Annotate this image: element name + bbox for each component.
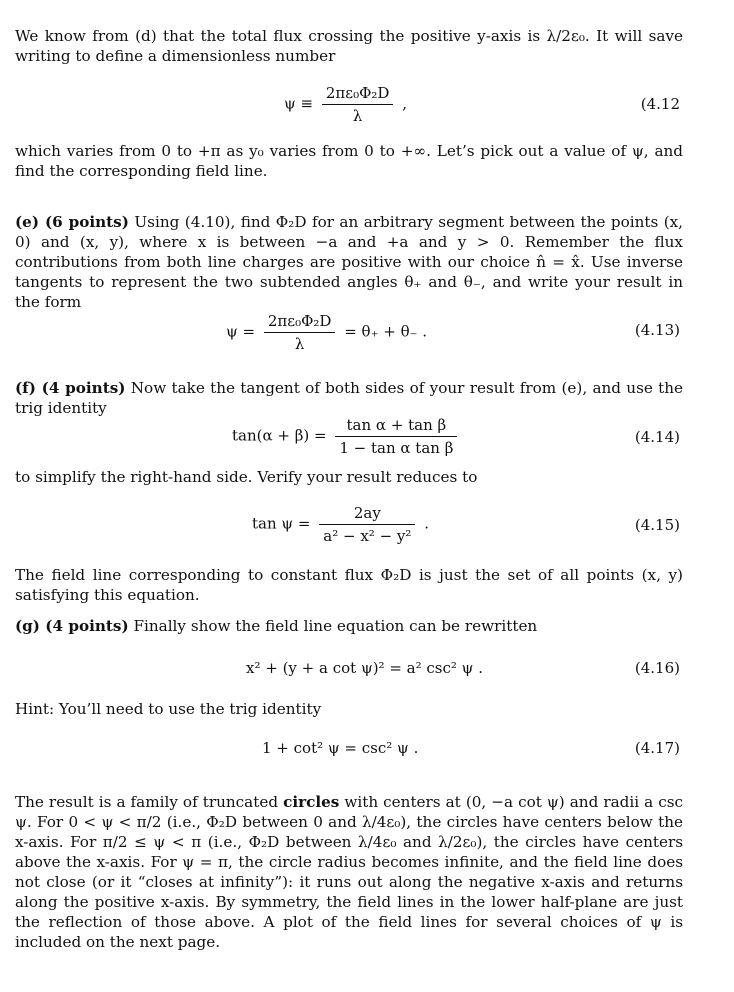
equation-4-15 bbox=[252, 504, 429, 545]
equation-4-13 bbox=[226, 312, 427, 353]
hint-paragraph: Hint: You’ll need to use the trig identity bbox=[15, 700, 322, 718]
fraction bbox=[319, 504, 415, 545]
result-bold-word: circles bbox=[283, 793, 340, 811]
denominator: λ bbox=[294, 335, 305, 353]
part-e-text: Using (4.10), find Φ₂D for an arbitrary segment between the points (x, 0) and (x, y), where x is between −a and +a and y > 0. Remember the flux contributions from both line charges are positive with our choice n̂ = x̂. Use inverse tangents to represent the two subtended angles θ₊ and θ₋, and write your result in the form bbox=[15, 213, 684, 311]
fraction bbox=[264, 312, 336, 353]
equation-4-16: x² + (y + a cot ψ)² = a² csc² ψ . bbox=[246, 659, 483, 677]
equation-number: (4.14) bbox=[634, 428, 680, 446]
numerator: 2ay bbox=[319, 504, 415, 525]
simplify-paragraph: to simplify the right-hand side. Verify your result reduces to bbox=[15, 468, 478, 486]
denominator: λ bbox=[352, 107, 363, 125]
part-f-text: Now take the tangent of both sides of your result from (e), and use the trig identity bbox=[15, 379, 684, 417]
part-g-heading: (g) (4 points) bbox=[15, 617, 129, 635]
equation-4-12 bbox=[284, 84, 407, 125]
eq-tail: . bbox=[424, 514, 429, 533]
fraction bbox=[322, 84, 394, 125]
fraction bbox=[335, 416, 457, 457]
eq-lhs: ψ ≡ bbox=[284, 94, 314, 113]
denominator: a² − x² − y² bbox=[323, 527, 412, 545]
numerator: tan α + tan β bbox=[335, 416, 457, 437]
equation-number: (4.16) bbox=[634, 659, 680, 677]
eq-lhs: tan ψ = bbox=[252, 514, 311, 533]
result-text-a: The result is a family of truncated bbox=[15, 793, 279, 811]
equation-4-14 bbox=[232, 416, 461, 457]
equation-number: (4.15) bbox=[634, 516, 680, 534]
numerator: 2πε₀Φ₂D bbox=[264, 312, 336, 333]
part-g-text: Finally show the field line equation can be rewritten bbox=[133, 617, 538, 635]
eq-lhs: tan(α + β) = bbox=[232, 426, 327, 445]
denominator: 1 − tan α tan β bbox=[339, 439, 454, 457]
equation-4-17: 1 + cot² ψ = csc² ψ . bbox=[262, 739, 419, 757]
intro-paragraph: We know from (d) that the total flux crossing the positive y-axis is λ/2ε₀. It will save writing to define a dimensionless number bbox=[15, 27, 683, 65]
eq-tail: , bbox=[402, 94, 407, 113]
eq-lhs: ψ = bbox=[226, 322, 256, 341]
part-f-paragraph bbox=[15, 378, 683, 418]
result-paragraph bbox=[15, 792, 683, 952]
equation-number: (4.17) bbox=[634, 739, 680, 757]
field-line-paragraph: The field line corresponding to constant flux Φ₂D is just the set of all points (x, y) satisfying this equation. bbox=[15, 566, 683, 604]
result-text-b: with centers at (0, −a cot ψ) and radii a csc ψ. For 0 < ψ < π/2 (i.e., Φ₂D between 0 and λ/4ε₀), the circles have centers below the x-axis. For π/2 ≤ ψ < π (i.e., Φ₂D between λ/4ε₀ and λ/2ε₀), the circles have centers above the x-axis. For ψ = π, the circle radius becomes infinite, and the field line does not close (or it “closes at infinity”): it runs out along the negative x-axis and returns along the positive x-axis. By symmetry, the field lines in the lower half-plane are just the reflection of those above. A plot of the field lines for several choices of ψ is included on the next page. bbox=[15, 793, 684, 951]
equation-number: (4.13) bbox=[634, 321, 680, 339]
equation-number: (4.12 bbox=[640, 95, 680, 113]
psi-range-paragraph: which varies from 0 to +π as y₀ varies from 0 to +∞. Let’s pick out a value of ψ, and find the corresponding field line. bbox=[15, 142, 683, 180]
numerator: 2πε₀Φ₂D bbox=[322, 84, 394, 105]
part-g-paragraph bbox=[15, 616, 683, 636]
part-e-paragraph bbox=[15, 212, 683, 312]
part-f-heading: (f) (4 points) bbox=[15, 379, 126, 397]
eq-rhs: = θ₊ + θ₋ . bbox=[344, 322, 428, 341]
part-e-heading: (e) (6 points) bbox=[15, 213, 129, 231]
